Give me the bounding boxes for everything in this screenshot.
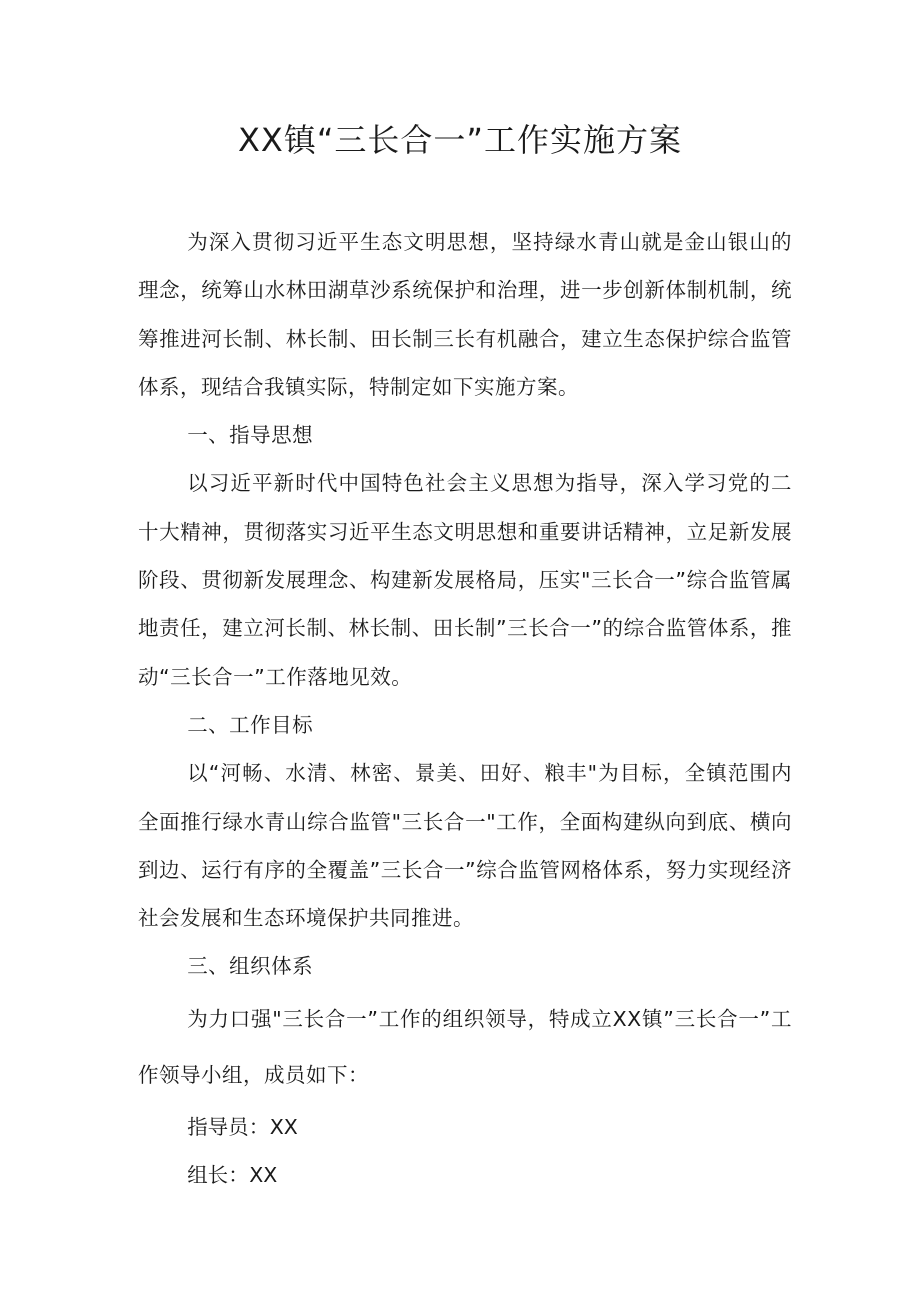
- section-text-guiding-ideology: 以习近平新时代中国特色社会主义思想为指导，深入学习党的二十大精神，贯彻落实习近平生态文明思想和重要讲话精神，立足新发展阶段、贯彻新发展理念、构建新发展格局，压实"三长合一”综合监管属地责任，建立河长制、林长制、田长制”三长合一”的综合监管体系，推动“三长合一”工作落地见效。: [138, 471, 792, 689]
- member-name: XX: [269, 1114, 298, 1139]
- section-text-work-goals: 以“河畅、水清、林密、景美、田好、粮丰"为目标，全镇范围内全面推行绿水青山综合监管"三长合一"工作，全面构建纵向到底、横向到边、运行有序的全覆盖”三长合一”综合监管网格体系，努力实现经济社会发展和生态环境保护共同推进。: [138, 761, 792, 931]
- member-advisor: 指导员：XX: [187, 1114, 298, 1139]
- member-role: 组长: [187, 1163, 229, 1188]
- section-heading-guiding-ideology: 一、指导思想: [187, 423, 314, 448]
- document-title: XX镇“三长合一”工作实施方案: [237, 121, 682, 159]
- section-text-organization: 为力口强"三长合一”工作的组织领导，特成立XX镇”三长合一”工作领导小组，成员如下：: [138, 1006, 792, 1087]
- section-heading-organization: 三、组织体系: [187, 954, 314, 979]
- member-leader: 组长：XX: [187, 1163, 278, 1188]
- section-heading-work-goals: 二、工作目标: [187, 712, 314, 737]
- document-body: [138, 218, 792, 1199]
- intro-paragraph: 为深入贯彻习近平生态文明思想，坚持绿水青山就是金山银山的理念，统筹山水林田湖草沙系统保护和治理，进一步创新体制机制，统筹推进河长制、林长制、田长制三长有机融合，建立生态保护综合监管体系，现结合我镇实际，特制定如下实施方案。: [138, 230, 792, 399]
- member-role: 指导员: [187, 1114, 249, 1139]
- member-name: XX: [249, 1163, 278, 1188]
